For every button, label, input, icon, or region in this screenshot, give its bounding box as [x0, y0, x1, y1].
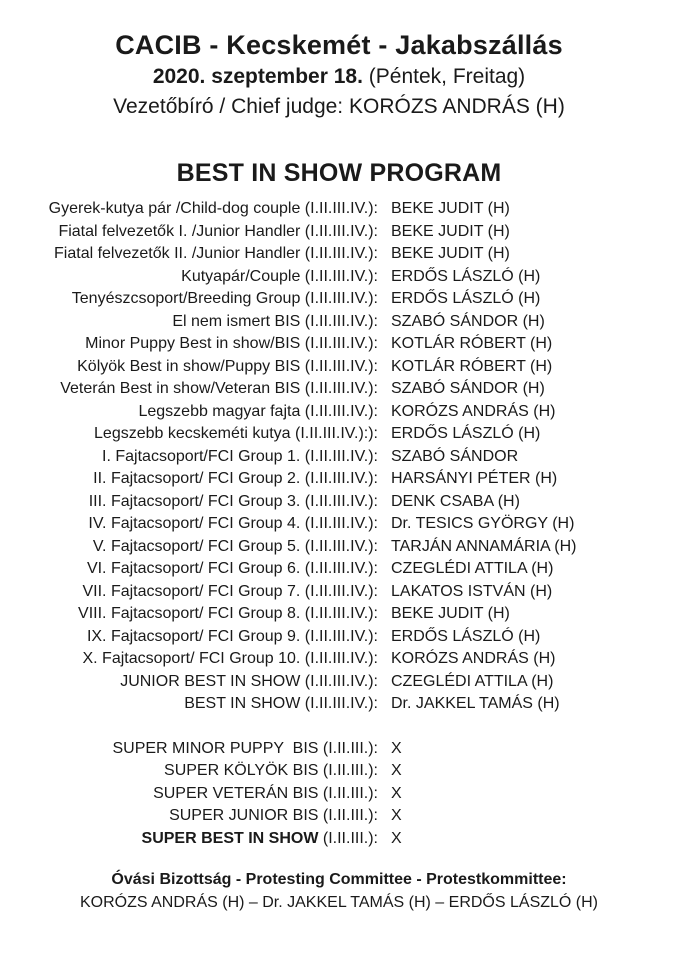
program-row-label-text: SUPER JUNIOR BIS (I.II.III.):: [169, 807, 378, 824]
program-row-label-text: Legszebb magyar fajta (I.II.III.IV.):: [138, 402, 378, 420]
program-row-judge: SZABÓ SÁNDOR (H): [391, 380, 545, 397]
program-row-label-text: El nem ismert BIS (I.II.III.IV.):: [172, 312, 378, 330]
program-row: [0, 423, 678, 446]
program-list: [0, 198, 678, 716]
program-row-judge: LAKATOS ISTVÁN (H): [391, 582, 553, 600]
program-row-label: [0, 356, 378, 379]
program-row-label: [0, 378, 378, 401]
program-row-judge: CZEGLÉDI ATTILA (H): [391, 560, 554, 577]
program-row-label-text: Kutyapár/Couple (I.II.III.IV.):: [181, 267, 378, 285]
program-row-judge: X: [391, 807, 402, 824]
program-row-label: [0, 333, 378, 356]
program-row-label-text: X. Fajtacsoport/ FCI Group 10. (I.II.III.IV.):: [82, 650, 378, 667]
committee-members: KORÓZS ANDRÁS (H) – Dr. JAKKEL TAMÁS (H) – ERDŐS LÁSZLÓ (H): [79, 894, 599, 911]
program-row-judge: X: [391, 762, 402, 779]
program-title: BEST IN SHOW PROGRAM: [176, 159, 502, 187]
program-row: [0, 783, 678, 806]
program-row: [0, 558, 678, 581]
program-row: [0, 288, 678, 311]
program-row-label: [0, 805, 378, 828]
program-row-label: [0, 581, 378, 604]
program-row-judge: HARSÁNYI PÉTER (H): [391, 470, 558, 487]
program-row: [0, 266, 678, 289]
program-row-label: [0, 648, 378, 671]
program-row-label-text: VI. Fajtacsoport/ FCI Group 6. (I.II.III.IV.):: [86, 560, 378, 577]
program-row-judge: KORÓZS ANDRÁS (H): [391, 650, 556, 667]
program-row-label-text: Gyerek-kutya pár /Child-dog couple (I.II.III.IV.):: [48, 200, 378, 217]
program-row-label-text: SUPER VETERÁN BIS (I.II.III.):: [153, 784, 378, 802]
program-row: [0, 828, 678, 851]
program-row-label: [0, 288, 378, 311]
program-row-label: [0, 626, 378, 649]
program-row-label: [0, 603, 378, 626]
program-row: [0, 805, 678, 828]
program-row-label-text: SUPER KÖLYÖK BIS (I.II.III.):: [164, 762, 378, 779]
program-row-judge: ERDŐS LÁSZLÓ (H): [391, 425, 541, 442]
program-row-label: [0, 738, 378, 761]
program-row-label: [0, 266, 378, 289]
program-row: [0, 648, 678, 671]
program-row-judge: X: [391, 829, 402, 847]
program-row: [0, 401, 678, 424]
super-bis-list: [0, 738, 678, 851]
program-row: [0, 198, 678, 221]
program-row: [0, 626, 678, 649]
program-row-judge: KOTLÁR RÓBERT (H): [391, 335, 553, 352]
program-row-label-text: SUPER MINOR PUPPY BIS (I.II.III.):: [112, 739, 378, 757]
program-row: [0, 603, 678, 626]
program-row: [0, 513, 678, 536]
program-row-judge: KOTLÁR RÓBERT (H): [391, 357, 553, 375]
program-row-label-text: Legszebb kecskeméti kutya (I.II.III.IV.):):: [94, 425, 378, 442]
program-row: [0, 581, 678, 604]
program-row-label: [0, 311, 378, 334]
program-row-label-text: II. Fajtacsoport/ FCI Group 2. (I.II.III.IV.):: [93, 470, 378, 487]
program-row-label: [0, 468, 378, 491]
program-row-judge: ERDŐS LÁSZLÓ (H): [391, 290, 541, 307]
program-row-label: [0, 693, 378, 716]
program-row-judge: Dr. TESICS GYÖRGY (H): [391, 515, 575, 532]
committee-section: [0, 868, 678, 914]
program-row-label: [0, 221, 378, 244]
program-row: [0, 378, 678, 401]
program-row-judge: BEKE JUDIT (H): [391, 605, 510, 622]
program-row-label: [0, 671, 378, 694]
committee-title: Óvási Bizottság - Protesting Committee - Protestkommittee:: [111, 871, 567, 888]
program-row-judge: SZABÓ SÁNDOR (H): [391, 312, 545, 330]
program-row-label: [0, 198, 378, 221]
program-row: [0, 491, 678, 514]
program-row-judge: BEKE JUDIT (H): [391, 222, 510, 240]
program-row: [0, 738, 678, 761]
program-row-judge: BEKE JUDIT (H): [391, 200, 510, 217]
document-header: [0, 28, 678, 122]
program-row-judge: KORÓZS ANDRÁS (H): [391, 402, 556, 420]
program-row-label: [0, 513, 378, 536]
program-row-label-text: Kölyök Best in show/Puppy BIS (I.II.III.IV.):: [77, 357, 378, 375]
program-row-judge: ERDŐS LÁSZLÓ (H): [391, 627, 541, 645]
event-date-line: [0, 62, 678, 92]
program-row-judge: SZABÓ SÁNDOR: [391, 447, 519, 465]
program-row-label: [0, 491, 378, 514]
program-row-label: [0, 536, 378, 559]
program-row-label: [0, 243, 378, 266]
program-row-label-text: IV. Fajtacsoport/ FCI Group 4. (I.II.III.IV.):: [88, 515, 378, 532]
program-row: [0, 311, 678, 334]
program-row-judge: X: [391, 739, 402, 757]
program-row-label-text: BEST IN SHOW (I.II.III.IV.):: [184, 695, 378, 712]
program-row-label-text: JUNIOR BEST IN SHOW (I.II.III.IV.):: [120, 672, 378, 690]
program-row-judge: DENK CSABA (H): [391, 492, 520, 510]
event-title: CACIB - Kecskemét - Jakabszállás: [115, 30, 563, 60]
program-row: [0, 760, 678, 783]
event-date-weekday: (Péntek, Freitag): [362, 65, 526, 88]
program-row-label: [0, 401, 378, 424]
event-date: 2020. szeptember 18.: [152, 65, 363, 88]
program-row-label: [0, 783, 378, 806]
program-row-label-text: (I.II.III.):: [318, 829, 378, 847]
program-row-judge: Dr. JAKKEL TAMÁS (H): [391, 695, 560, 712]
program-row-judge: BEKE JUDIT (H): [391, 245, 510, 262]
program-row-label: [0, 423, 378, 446]
program-row-label-text: Minor Puppy Best in show/BIS (I.II.III.IV.):: [85, 335, 378, 352]
program-row-label: [0, 446, 378, 469]
program-row-label-text: I. Fajtacsoport/FCI Group 1. (I.II.III.IV.):: [102, 447, 378, 465]
program-row-label-text: Fiatal felvezetők II. /Junior Handler (I.II.III.IV.):: [54, 245, 378, 262]
program-row: [0, 536, 678, 559]
program-row-judge: CZEGLÉDI ATTILA (H): [391, 672, 554, 690]
program-row-label: [0, 558, 378, 581]
program-row-label-text: Tenyészcsoport/Breeding Group (I.II.III.IV.):: [71, 290, 378, 307]
program-row: [0, 446, 678, 469]
program-row-label-strong: SUPER BEST IN SHOW: [141, 829, 319, 847]
program-row-label-text: Fiatal felvezetők I. /Junior Handler (I.II.III.IV.):: [58, 222, 378, 240]
program-row: [0, 693, 678, 716]
program-row: [0, 468, 678, 491]
program-row-judge: X: [391, 784, 402, 802]
program-row-label-text: III. Fajtacsoport/ FCI Group 3. (I.II.III.IV.):: [88, 492, 378, 510]
program-row-label-text: VIII. Fajtacsoport/ FCI Group 8. (I.II.III.IV.):: [78, 605, 378, 622]
program-row-label-text: Veterán Best in show/Veteran BIS (I.II.III.IV.):: [60, 380, 378, 397]
program-row-judge: TARJÁN ANNAMÁRIA (H): [391, 537, 577, 555]
program-row: [0, 333, 678, 356]
program-row: [0, 221, 678, 244]
program-row-judge: ERDŐS LÁSZLÓ (H): [391, 267, 541, 285]
program-row-label: [0, 828, 378, 851]
program-row-label: [0, 760, 378, 783]
program-row-label-text: V. Fajtacsoport/ FCI Group 5. (I.II.III.IV.):: [92, 537, 378, 555]
program-row-label-text: VII. Fajtacsoport/ FCI Group 7. (I.II.III.IV.):: [82, 582, 378, 600]
program-row-label-text: IX. Fajtacsoport/ FCI Group 9. (I.II.III.IV.):: [86, 627, 378, 645]
chief-judge-line: Vezetőbíró / Chief judge: KORÓZS ANDRÁS (H): [113, 95, 565, 118]
program-row: [0, 356, 678, 379]
program-row: [0, 671, 678, 694]
program-row: [0, 243, 678, 266]
